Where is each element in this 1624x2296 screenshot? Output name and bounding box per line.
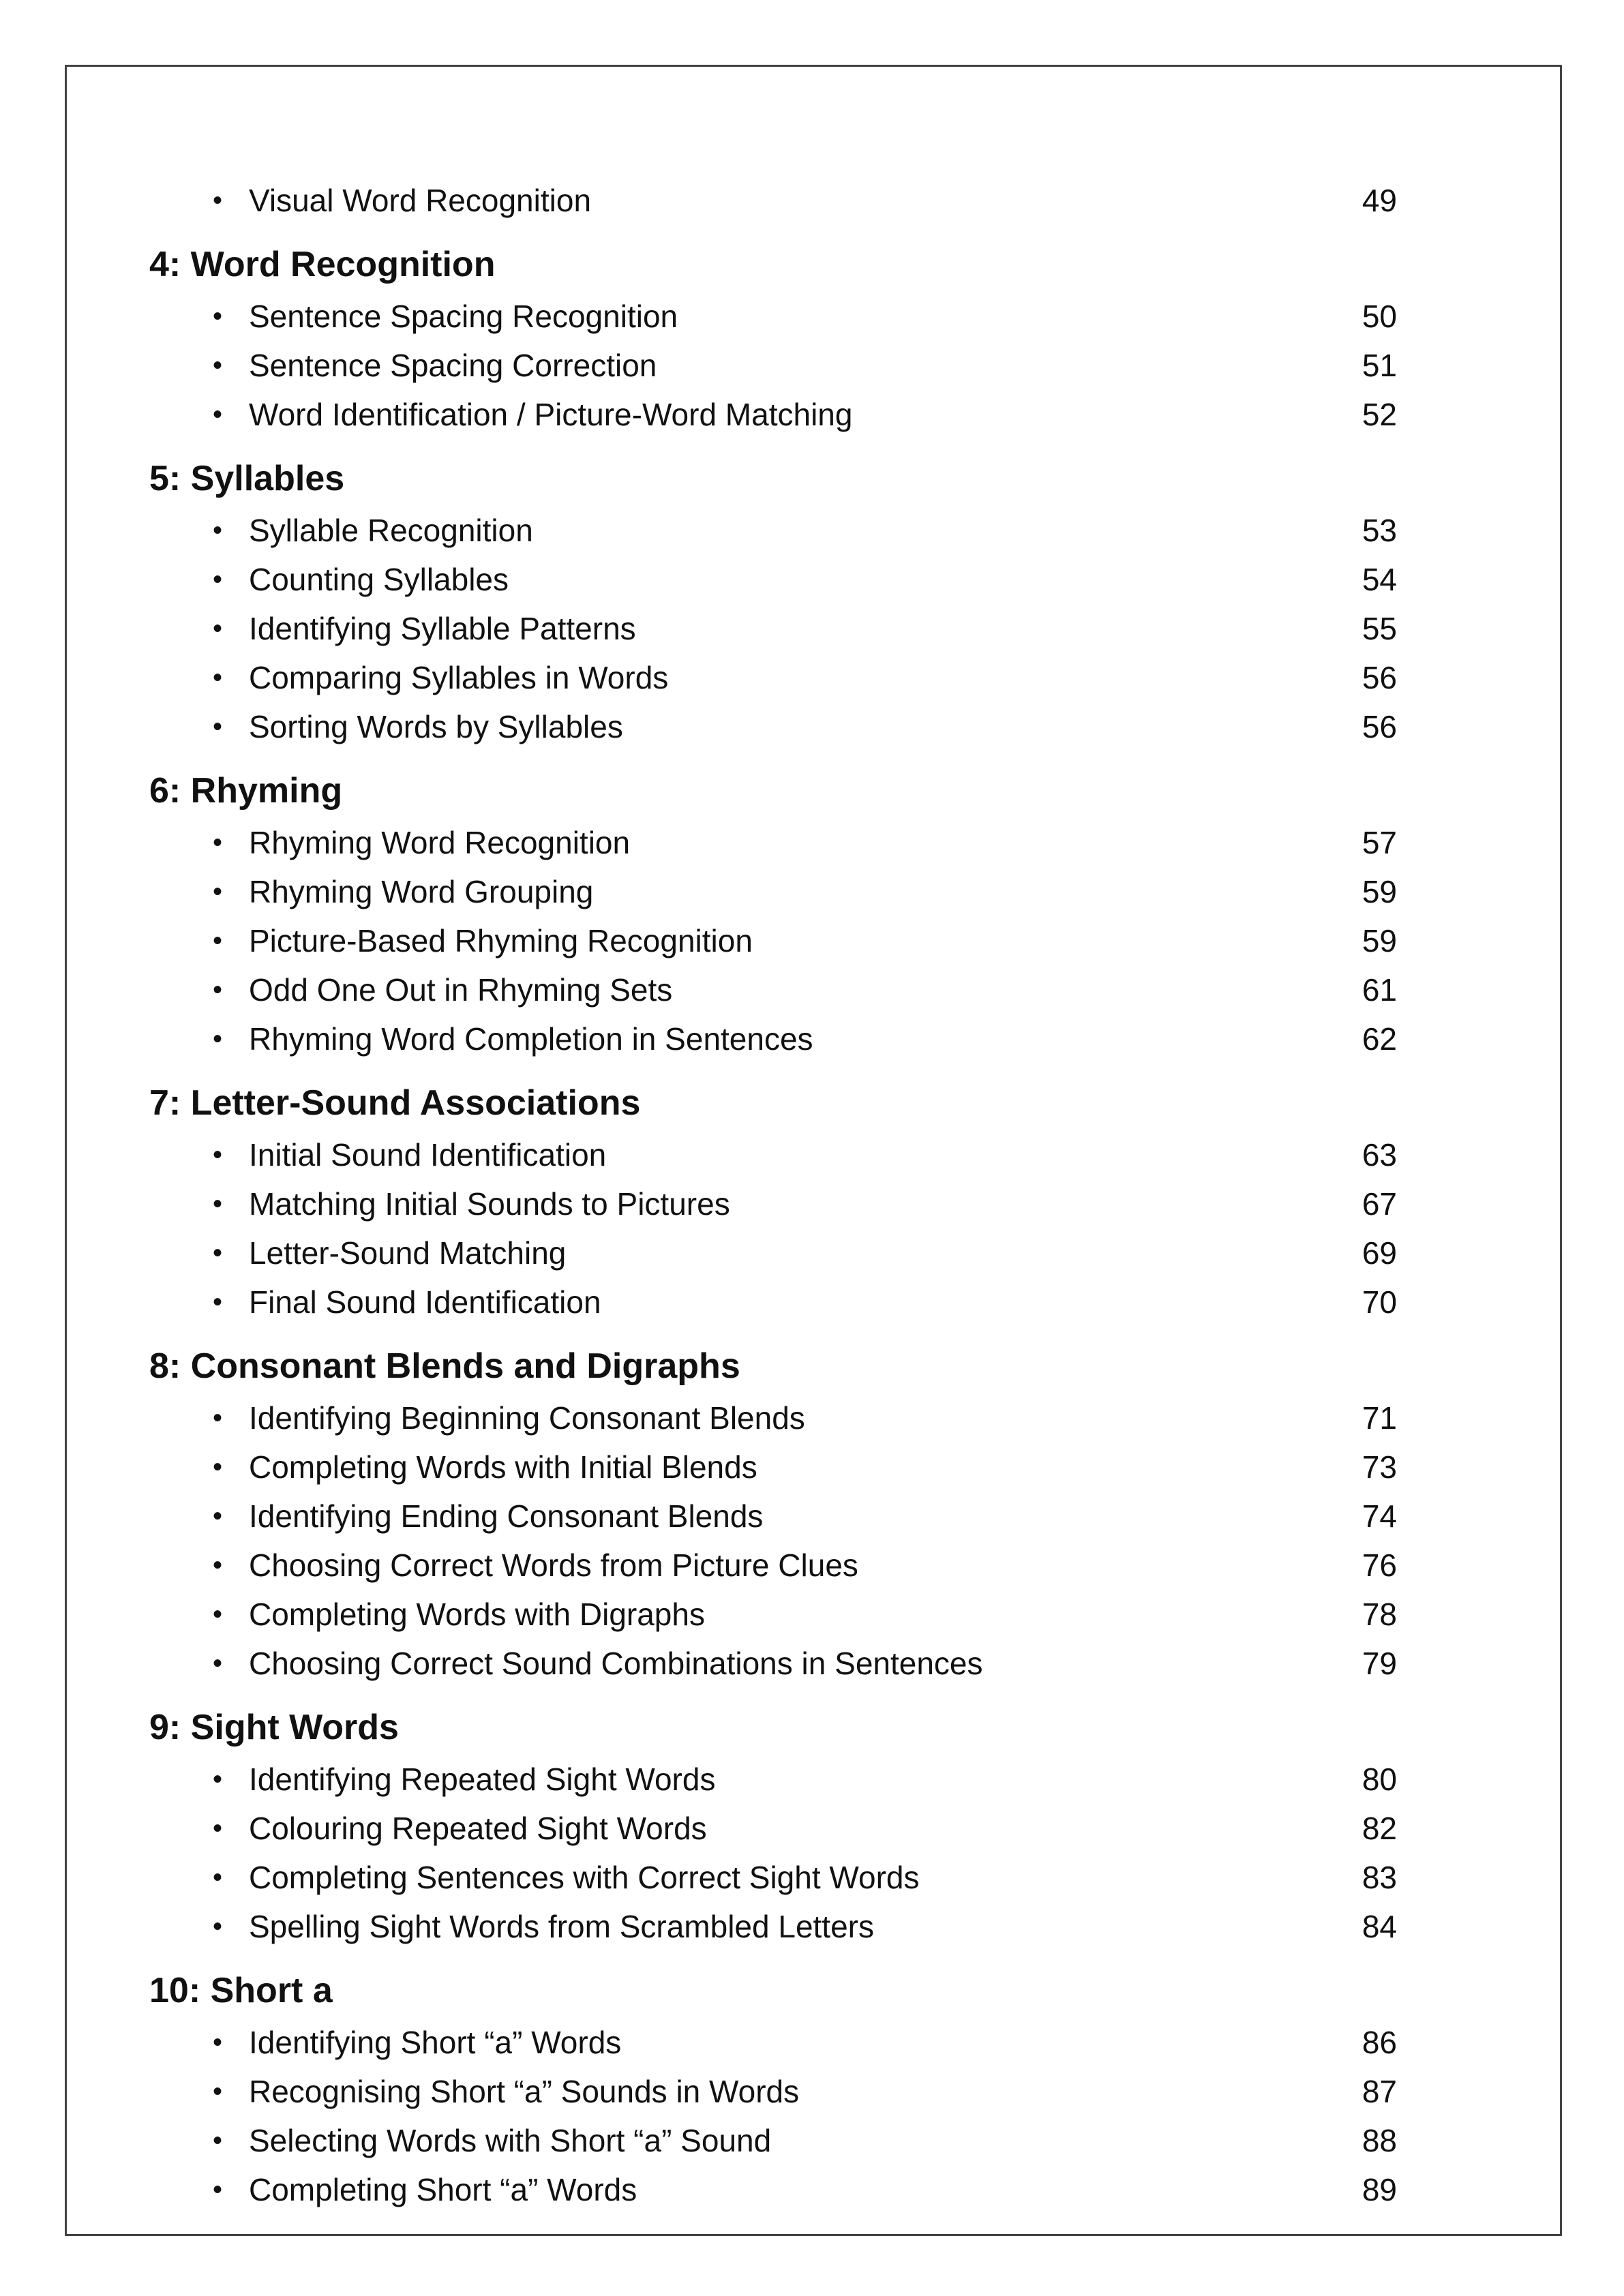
- toc-entry-page-number: 55: [1362, 611, 1397, 646]
- toc-entry-label: Identifying Syllable Patterns: [249, 611, 636, 646]
- toc-entry-label: Matching Initial Sounds to Pictures: [249, 1186, 730, 1222]
- toc-entry: [149, 702, 1417, 751]
- toc-entry-page-number: 88: [1362, 2123, 1397, 2158]
- toc-entry: [149, 1442, 1417, 1492]
- bullet-icon: •: [212, 1189, 222, 1219]
- toc-entry: [149, 965, 1417, 1014]
- toc-entry-label: Choosing Correct Sound Combinations in Sentences: [249, 1646, 983, 1681]
- toc-entry-label: Sorting Words by Syllables: [249, 709, 623, 744]
- toc-entry-page-number: 71: [1362, 1400, 1397, 1436]
- toc-entry: [149, 506, 1417, 555]
- toc-entry-label: Rhyming Word Recognition: [249, 825, 631, 860]
- toc-entry-label: Syllable Recognition: [249, 513, 533, 548]
- toc-entry-page-number: 86: [1362, 2025, 1397, 2060]
- toc-entry: [149, 604, 1417, 653]
- toc-entry: [149, 2018, 1417, 2067]
- section-heading-label: 9: Sight Words: [149, 1708, 399, 1747]
- toc-entry-page-number: 61: [1362, 972, 1397, 1008]
- bullet-icon: •: [212, 399, 222, 429]
- toc-entry-page-number: 70: [1362, 1284, 1397, 1320]
- bullet-icon: •: [212, 1287, 222, 1317]
- bullet-icon: •: [212, 828, 222, 858]
- bullet-icon: •: [212, 1862, 222, 1892]
- toc-entry-label: Initial Sound Identification: [249, 1137, 607, 1173]
- bullet-icon: •: [212, 2076, 222, 2106]
- bullet-icon: •: [212, 1599, 222, 1629]
- toc-entry: [149, 653, 1417, 702]
- bullet-icon: •: [212, 1550, 222, 1580]
- toc-entry-label: Choosing Correct Words from Picture Clues: [249, 1547, 858, 1583]
- toc-entry-page-number: 76: [1362, 1547, 1397, 1583]
- toc-entry: [149, 1853, 1417, 1902]
- toc-entry-page-number: 51: [1362, 348, 1397, 383]
- toc-entry-label: Completing Words with Digraphs: [249, 1597, 705, 1632]
- section-heading: [149, 1333, 1417, 1393]
- toc-entry-page-number: 73: [1362, 1449, 1397, 1485]
- toc-entry-label: Final Sound Identification: [249, 1284, 601, 1320]
- toc-entry-page-number: 87: [1362, 2074, 1397, 2109]
- bullet-icon: •: [212, 301, 222, 331]
- toc-entry-page-number: 50: [1362, 299, 1397, 334]
- toc-entry-page-number: 63: [1362, 1137, 1397, 1173]
- toc-entry-page-number: 84: [1362, 1909, 1397, 1944]
- bullet-icon: •: [212, 2027, 222, 2057]
- bullet-icon: •: [212, 1813, 222, 1843]
- toc-entry-page-number: 82: [1362, 1811, 1397, 1846]
- toc-entry-page-number: 56: [1362, 660, 1397, 695]
- toc-entry-page-number: 74: [1362, 1498, 1397, 1534]
- toc-entry-label: Visual Word Recognition: [249, 183, 592, 218]
- toc-entry-label: Recognising Short “a” Sounds in Words: [249, 2074, 800, 2109]
- toc-entry-label: Selecting Words with Short “a” Sound: [249, 2123, 772, 2158]
- toc-entry-label: Sentence Spacing Correction: [249, 348, 657, 383]
- toc-entry-page-number: 62: [1362, 1021, 1397, 1057]
- toc-entry-label: Completing Short “a” Words: [249, 2172, 637, 2207]
- toc-entry: [149, 1590, 1417, 1639]
- bullet-icon: •: [212, 350, 222, 380]
- toc-entry-label: Rhyming Word Completion in Sentences: [249, 1021, 813, 1057]
- toc-entry: [149, 1902, 1417, 1951]
- section-heading: [149, 1958, 1417, 2018]
- toc-entry-page-number: 59: [1362, 874, 1397, 909]
- bullet-icon: •: [212, 712, 222, 742]
- toc-entry-page-number: 89: [1362, 2172, 1397, 2207]
- toc-entry: [149, 1639, 1417, 1688]
- bullet-icon: •: [212, 1024, 222, 1054]
- toc-entry: [149, 1492, 1417, 1541]
- toc-entry-label: Spelling Sight Words from Scrambled Letters: [249, 1909, 874, 1944]
- toc-entry-label: Picture-Based Rhyming Recognition: [249, 923, 753, 958]
- toc-entry: [149, 2067, 1417, 2116]
- toc-entry-page-number: 56: [1362, 709, 1397, 744]
- section-heading-label: 5: Syllables: [149, 459, 345, 498]
- bullet-icon: •: [212, 614, 222, 644]
- toc-entry-label: Counting Syllables: [249, 562, 509, 597]
- bullet-icon: •: [212, 515, 222, 545]
- bullet-icon: •: [212, 2126, 222, 2156]
- toc-entry: [149, 916, 1417, 965]
- bullet-icon: •: [212, 1403, 222, 1433]
- toc-entry: [149, 390, 1417, 439]
- bullet-icon: •: [212, 1764, 222, 1794]
- toc-entry-label: Completing Words with Initial Blends: [249, 1449, 757, 1485]
- bullet-icon: •: [212, 663, 222, 693]
- section-heading-label: 6: Rhyming: [149, 771, 343, 811]
- bullet-icon: •: [212, 975, 222, 1005]
- toc-entry-page-number: 53: [1362, 513, 1397, 548]
- toc-entry-label: Identifying Short “a” Words: [249, 2025, 622, 2060]
- section-heading: [149, 1695, 1417, 1755]
- section-heading-label: 4: Word Recognition: [149, 245, 496, 284]
- toc-entry-label: Sentence Spacing Recognition: [249, 299, 678, 334]
- toc-entry-label: Rhyming Word Grouping: [249, 874, 594, 909]
- toc-entry-label: Identifying Ending Consonant Blends: [249, 1498, 764, 1534]
- toc-entry-page-number: 79: [1362, 1646, 1397, 1681]
- toc-entry-label: Identifying Beginning Consonant Blends: [249, 1400, 805, 1436]
- section-heading: [149, 446, 1417, 506]
- bullet-icon: •: [212, 1648, 222, 1678]
- toc-entry: [149, 555, 1417, 604]
- bullet-icon: •: [212, 926, 222, 956]
- bullet-icon: •: [212, 1238, 222, 1268]
- table-of-contents: [149, 176, 1417, 2214]
- toc-entry-page-number: 49: [1362, 183, 1397, 218]
- section-heading-label: 7: Letter-Sound Associations: [149, 1083, 641, 1123]
- toc-entry-label: Word Identification / Picture-Word Matching: [249, 397, 853, 432]
- toc-entry-page-number: 52: [1362, 397, 1397, 432]
- toc-entry-page-number: 78: [1362, 1597, 1397, 1632]
- bullet-icon: •: [212, 1501, 222, 1531]
- bullet-icon: •: [212, 1912, 222, 1942]
- toc-entry: [149, 2116, 1417, 2165]
- toc-entry: [149, 292, 1417, 341]
- toc-entry: [149, 1755, 1417, 1804]
- toc-entry-label: Identifying Repeated Sight Words: [249, 1762, 716, 1797]
- toc-entry: [149, 867, 1417, 916]
- section-heading-label: 8: Consonant Blends and Digraphs: [149, 1346, 740, 1386]
- toc-entry-label: Odd One Out in Rhyming Sets: [249, 972, 673, 1008]
- toc-entry-page-number: 57: [1362, 825, 1397, 860]
- toc-entry: [149, 1228, 1417, 1278]
- toc-entry: [149, 341, 1417, 390]
- toc-entry: [149, 1804, 1417, 1853]
- toc-entry-label: Letter-Sound Matching: [249, 1235, 567, 1271]
- toc-entry: [149, 176, 1417, 225]
- toc-entry: [149, 1393, 1417, 1442]
- toc-entry: [149, 818, 1417, 867]
- toc-entry: [149, 1130, 1417, 1179]
- section-heading-label: 10: Short a: [149, 1971, 333, 2010]
- toc-entry-page-number: 54: [1362, 562, 1397, 597]
- toc-entry: [149, 1278, 1417, 1327]
- toc-entry: [149, 1541, 1417, 1590]
- bullet-icon: •: [212, 2175, 222, 2205]
- toc-entry-page-number: 83: [1362, 1860, 1397, 1895]
- toc-entry-page-number: 69: [1362, 1235, 1397, 1271]
- bullet-icon: •: [212, 185, 222, 215]
- toc-entry-label: Comparing Syllables in Words: [249, 660, 669, 695]
- toc-entry-page-number: 59: [1362, 923, 1397, 958]
- toc-entry: [149, 1179, 1417, 1228]
- toc-entry-page-number: 67: [1362, 1186, 1397, 1222]
- bullet-icon: •: [212, 1140, 222, 1170]
- toc-entry-label: Completing Sentences with Correct Sight Words: [249, 1860, 920, 1895]
- toc-entry-label: Colouring Repeated Sight Words: [249, 1811, 707, 1846]
- bullet-icon: •: [212, 1452, 222, 1482]
- section-heading: [149, 232, 1417, 292]
- section-heading: [149, 1070, 1417, 1130]
- toc-entry: [149, 2165, 1417, 2214]
- toc-entry: [149, 1014, 1417, 1063]
- bullet-icon: •: [212, 877, 222, 907]
- section-heading: [149, 758, 1417, 818]
- toc-entry-page-number: 80: [1362, 1762, 1397, 1797]
- bullet-icon: •: [212, 564, 222, 594]
